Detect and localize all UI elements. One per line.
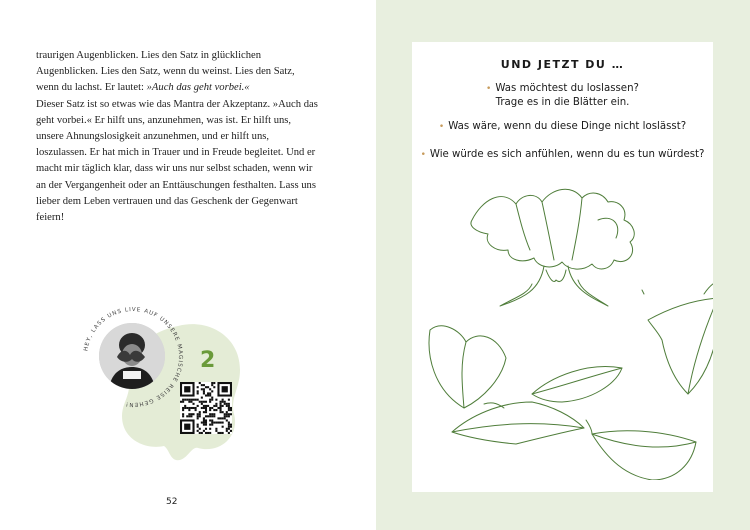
bullet-icon: • bbox=[420, 150, 426, 160]
paragraph-2: Dieser Satz ist so etwas wie das Mantra der Akzeptanz. »Auch das geht vorbei.« Er hilft uns, anzunehmen, was ist. Er hilft uns, unsere Ahnungslosigkeit anzunehmen, und er hilft uns, loszulassen. Er hat mich in Trauer und in Freude begleitet. Und er macht mir täglich klar, dass wir uns nur selbst schaden, wenn wir an der Vergangenheit oder an Enttäuschungen festhalten. Lass uns lieber dem Leben vertrauen und das Geschenk der Gegenwart feiern! bbox=[36, 98, 318, 224]
paragraph-1 bbox=[36, 48, 318, 97]
leaf-bottom-right-icon bbox=[586, 420, 696, 480]
svg-text:HEY, LASS UNS LIVE AUF UNSERE: HEY, LASS UNS LIVE AUF UNSERE MAGISCHE REISE GEHEN! bbox=[83, 306, 184, 408]
circular-caption bbox=[78, 302, 188, 412]
question-1 bbox=[412, 82, 713, 110]
tree-and-leaves-drawing bbox=[412, 180, 713, 480]
qr-code[interactable] bbox=[180, 382, 232, 434]
tree-crown-icon bbox=[471, 189, 634, 269]
paragraph-1-text: traurigen Augenblicken. Lies den Satz in glücklichen Augenblicken. Lies den Satz, wenn du weinst. Lies den Satz, wenn du lachst. Er lautet: bbox=[36, 50, 295, 94]
bullet-icon: • bbox=[438, 122, 445, 132]
leaf-left-icon bbox=[429, 326, 506, 408]
question-1-line-1: Was möchtest du loslassen? bbox=[495, 83, 639, 94]
leaf-bottom-left-icon bbox=[452, 402, 584, 444]
tree-trunk-icon bbox=[500, 218, 644, 306]
leaf-center-icon bbox=[532, 367, 622, 402]
question-3 bbox=[412, 148, 713, 162]
question-2-line-1: Was wäre, wenn du diese Dinge nicht loslässt? bbox=[448, 121, 687, 132]
card-title: UND JETZT DU … bbox=[500, 58, 625, 71]
paragraph-1-quote: »Auch das geht vorbei.« bbox=[146, 82, 250, 94]
body-text bbox=[36, 48, 318, 226]
leaf-right-upper-icon bbox=[648, 282, 713, 394]
page-number: 52 bbox=[166, 497, 178, 507]
question-1-line-2: Trage es in die Blätter ein. bbox=[495, 97, 630, 108]
bullet-icon: • bbox=[486, 84, 492, 94]
question-2 bbox=[412, 120, 713, 134]
qr-number: 2 bbox=[200, 348, 216, 373]
question-3-line-1: Wie würde es sich anfühlen, wenn du es tun würdest? bbox=[429, 149, 705, 160]
